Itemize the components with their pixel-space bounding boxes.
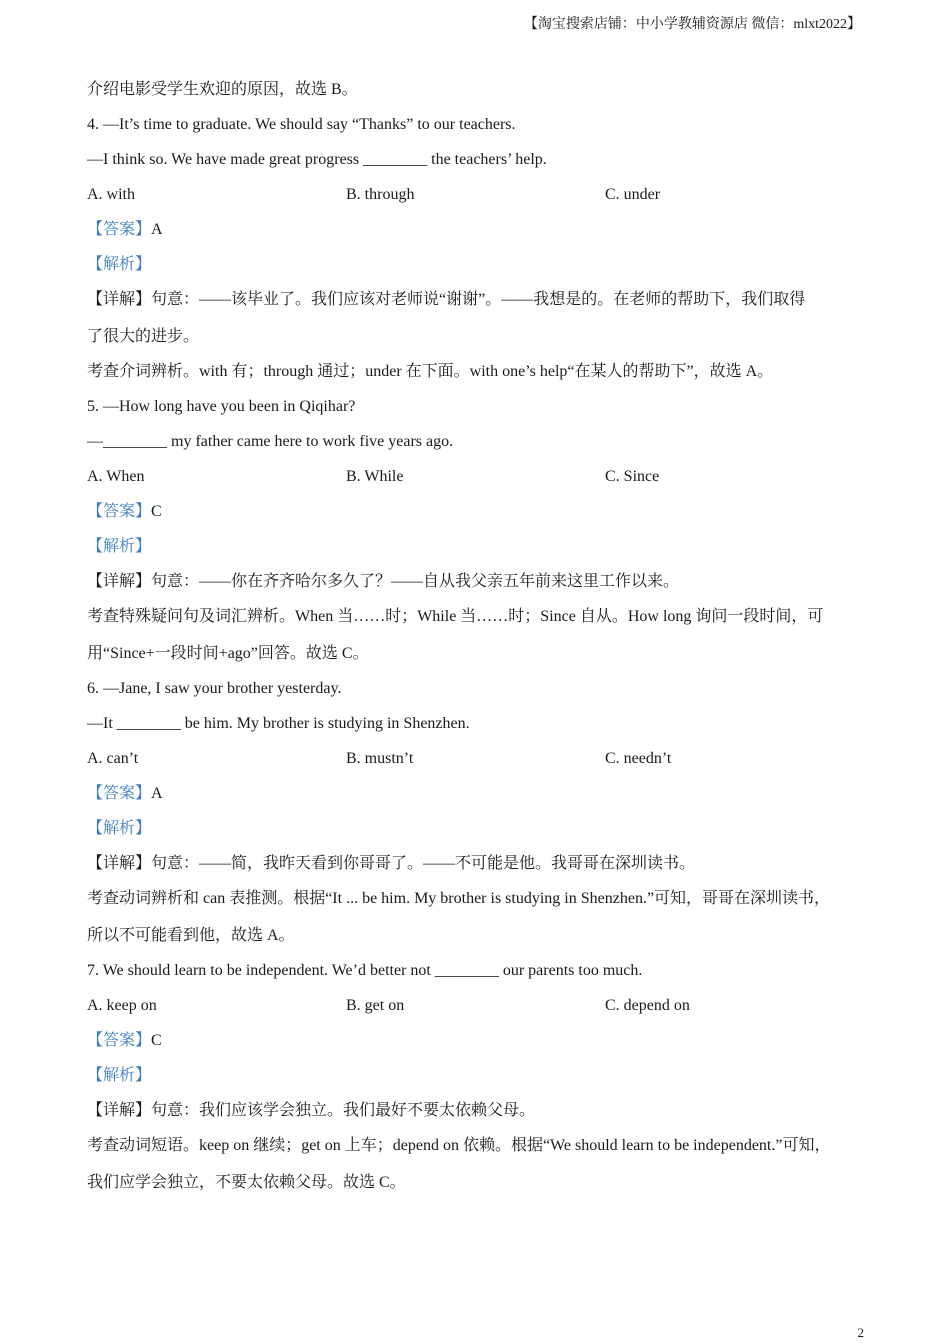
page-number: 2: [857, 1325, 864, 1340]
options-row: [87, 465, 877, 489]
question-4: [87, 113, 877, 384]
detail-line: [87, 852, 877, 876]
question-stem: 7. We should learn to be independent. We’d better not ________ our parents too much.: [87, 962, 643, 979]
answer-value: C: [151, 1032, 162, 1049]
option-a: A. with: [87, 186, 135, 203]
page-header: 【淘宝搜索店铺：中小学教辅资源店 微信：mlxt2022】: [523, 17, 861, 32]
answer-tag: 【答案】: [87, 221, 152, 238]
question-stem: —I think so. We have made great progress ________ the teachers’ help.: [87, 151, 547, 168]
detail-text: 所以不可能看到他，故选 A。: [87, 927, 295, 944]
option-c: C. under: [605, 186, 661, 203]
detail-text: 句意：——该毕业了。我们应该对老师说“谢谢”。——我想是的。在老师的帮助下，我们取得: [151, 291, 806, 308]
detail-text: 句意：——你在齐齐哈尔多久了？——自从我父亲五年前来这里工作以来。: [151, 573, 680, 590]
answer-line: [87, 218, 877, 242]
detail-text: 句意：我们应该学会独立。我们最好不要太依赖父母。: [151, 1102, 536, 1119]
analysis-tag: 【解析】: [87, 1067, 152, 1084]
option-b: B. through: [346, 186, 415, 203]
option-c: C. needn’t: [605, 750, 672, 767]
options-row: [87, 994, 877, 1018]
analysis-tag: 【解析】: [87, 820, 152, 837]
question-5: [87, 395, 877, 666]
option-a: A. keep on: [87, 997, 157, 1014]
detail-text: 句意：——简，我昨天看到你哥哥了。——不可能是他。我哥哥在深圳读书。: [151, 855, 696, 872]
detail-tag: 【详解】: [87, 1102, 152, 1119]
question-7: [87, 959, 877, 1195]
answer-value: A: [151, 785, 163, 802]
question-6: [87, 677, 877, 948]
document-body: [87, 78, 877, 1195]
question-stem: 5. —How long have you been in Qiqihar?: [87, 398, 356, 415]
analysis-tag: 【解析】: [87, 256, 152, 273]
option-b: B. mustn’t: [346, 750, 414, 767]
detail-line: [87, 570, 877, 594]
detail-text: 考查介词辨析。with 有；through 通过；under 在下面。with one’s help“在某人的帮助下”，故选 A。: [87, 363, 774, 380]
detail-text: 考查动词辨析和 can 表推测。根据“It ... be him. My brother is studying in Shenzhen.”可知，哥哥在深圳读书，: [87, 890, 831, 907]
option-c: C. Since: [605, 468, 660, 485]
answer-line: [87, 1029, 877, 1053]
options-row: [87, 183, 877, 207]
detail-text: 考查特殊疑问句及词汇辨析。When 当……时；While 当……时；Since 自从。How long 询问一段时间，可: [87, 608, 824, 625]
answer-line: [87, 782, 877, 806]
detail-tag: 【详解】: [87, 573, 152, 590]
detail-line: [87, 288, 877, 312]
question-stem: —It ________ be him. My brother is studying in Shenzhen.: [87, 715, 470, 732]
detail-text: 了很大的进步。: [87, 328, 200, 345]
option-a: A. When: [87, 468, 145, 485]
question-stem: 4. —It’s time to graduate. We should say “Thanks” to our teachers.: [87, 116, 516, 133]
intro-line: 介绍电影受学生欢迎的原因，故选 B。: [87, 81, 358, 98]
answer-tag: 【答案】: [87, 785, 152, 802]
analysis-tag: 【解析】: [87, 538, 152, 555]
detail-text: 用“Since+一段时间+ago”回答。故选 C。: [87, 645, 369, 662]
detail-text: 考查动词短语。keep on 继续；get on 上车；depend on 依赖。根据“We should learn to be independent.”可知，: [87, 1137, 831, 1154]
options-row: [87, 747, 877, 771]
answer-tag: 【答案】: [87, 1032, 152, 1049]
detail-tag: 【详解】: [87, 291, 152, 308]
detail-tag: 【详解】: [87, 855, 152, 872]
answer-line: [87, 500, 877, 524]
answer-tag: 【答案】: [87, 503, 152, 520]
answer-value: C: [151, 503, 162, 520]
detail-text: 我们应学会独立，不要太依赖父母。故选 C。: [87, 1174, 406, 1191]
detail-line: [87, 1099, 877, 1123]
question-stem: —________ my father came here to work five years ago.: [87, 433, 454, 450]
question-stem: 6. —Jane, I saw your brother yesterday.: [87, 680, 342, 697]
option-b: B. While: [346, 468, 404, 485]
option-c: C. depend on: [605, 997, 690, 1014]
option-a: A. can’t: [87, 750, 139, 767]
answer-value: A: [151, 221, 163, 238]
option-b: B. get on: [346, 997, 405, 1014]
